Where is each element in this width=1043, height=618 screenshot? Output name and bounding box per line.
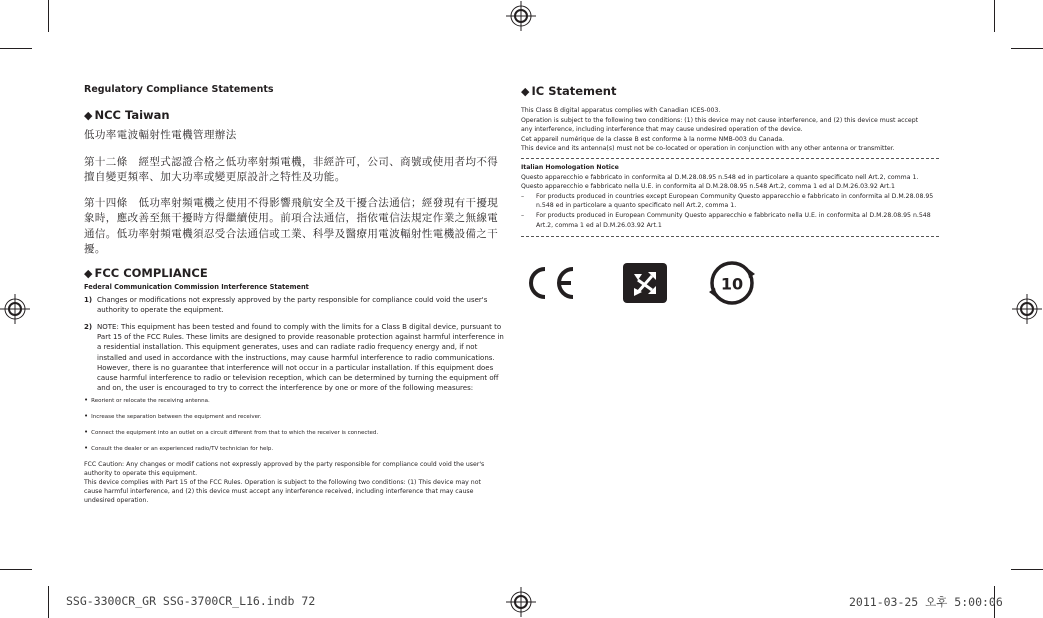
- fcc-part15: This device complies with Part 15 of the FCC Rules. Operation is subject to the following two conditions: (1) This device may not cause harmful interference, and (2) this device must accept any interference received, including interference that may cause undesired operation.: [84, 479, 481, 505]
- italian-item-text: For products produced in European Community Questo apparecchio e fabbricato nella U.E. in conformita al D.M.28.08.95 n.548 Art.2, comma 1 ed al D.M.26.03.92 Art.1: [536, 211, 931, 229]
- dashed-divider: [521, 158, 939, 159]
- crop-mark: [1011, 569, 1043, 570]
- italian-line: Questo apparecchio e fabbricato in conformita al D.M.28.08.95 n.548 ed in particolare a quanto specificato nell Art.2, comma 1.: [521, 173, 919, 181]
- bullet-dot-icon: •: [84, 428, 89, 437]
- registration-mark-icon: [506, 1, 536, 31]
- bullet-dot-icon: •: [84, 396, 89, 405]
- italian-item: [521, 211, 939, 230]
- ncc-article-14: 第十四條 低功率射頻電機之使用不得影響飛航安全及干擾合法通信；經發現有干擾現象時，應改善至無干擾時方得繼續使用。前項合法通信，指依電信法規定作業之無線電通信。低功率射頻電機須忍受合法通信或工業、科學及醫療用電波輻射性電機設備之干擾。: [84, 196, 499, 255]
- registration-mark-icon: [0, 294, 30, 324]
- fcc-item: [84, 295, 509, 315]
- fcc-item-text: NOTE: This equipment has been tested and found to comply with the limits for a Class B digital device, pursuant to Part 15 of the FCC Rules. These limits are designed to provide reasonable protection against harmful interference in a residential installation. This equipment generates, uses and can radiate radio frequency energy and, if not installed and used in accordance with the instructions, may cause harmful interference to radio communications. However, there is no guarantee that interference will not occur in a particular installation. If this equipment does cause harmful interference to radio or television reception, which can be determined by turning the equipment off and on, the user is encouraged to try to correct the interference by one or more of the following measures:: [97, 322, 504, 393]
- fcc-bullet-text: Consult the dealer or an experienced radio/TV technician for help.: [91, 446, 274, 453]
- footer-filename: SSG-3300CR_GR SSG-3700CR_L16.indb 72: [66, 594, 316, 608]
- page-title: Regulatory Compliance Statements: [84, 84, 274, 95]
- fcc-bullet-text: Connect the equipment into an outlet on a circuit different from that to which the receiver is connected.: [91, 430, 379, 437]
- diamond-bullet-icon: ◆: [521, 85, 530, 98]
- italian-heading: Italian Homologation Notice: [521, 163, 619, 171]
- fcc-heading: [84, 266, 509, 280]
- fcc-bullet: [84, 428, 509, 438]
- recycling-mark-icon: [620, 260, 670, 306]
- crop-mark: [0, 569, 32, 570]
- ic-line: Cet appareil numérique de la classe B est conforme à la norme NMB-003 du Canada.: [521, 135, 785, 143]
- fcc-bullet-text: Increase the separation between the equipment and receiver.: [91, 414, 262, 421]
- ncc-heading-text: NCC Taiwan: [94, 108, 170, 122]
- italian-item-dash: –: [521, 192, 525, 200]
- ncc-article-12: 第十二條 經型式認證合格之低功率射頻電機，非經許可，公司、商號或使用者均不得擅自變更頻率、加大功率或變更原設計之特性及功能。: [84, 155, 499, 183]
- registration-mark-icon: [506, 587, 536, 617]
- fcc-bullet-list: [84, 396, 509, 454]
- fcc-item-number: 1): [84, 295, 93, 304]
- registration-mark-icon: [1012, 294, 1042, 324]
- dashed-divider: [521, 236, 939, 237]
- fcc-heading-text: FCC COMPLIANCE: [94, 265, 208, 280]
- ic-line: This device and its antenna(s) must not be co-located or operation in conjunction with any other antenna or transmitter.: [521, 145, 895, 153]
- left-column: [84, 84, 509, 505]
- bullet-dot-icon: •: [84, 444, 89, 453]
- italian-item-dash: –: [521, 211, 525, 219]
- fcc-caution-block: [84, 460, 489, 505]
- fcc-item: [84, 322, 509, 393]
- epup-years: 10: [720, 274, 744, 294]
- italian-item-text: For products produced in countries except European Community Questo apparecchio e fabbricato in conformita al D.M.28.08.95 n.548 ed in particolare a quanto specificato nell Art.2, comma 1.: [536, 192, 934, 210]
- fcc-bullet: [84, 444, 509, 454]
- diamond-bullet-icon: ◆: [84, 109, 93, 122]
- ncc-heading: [84, 108, 509, 122]
- ic-heading: [521, 84, 939, 98]
- ic-heading-text: IC Statement: [531, 84, 617, 98]
- italian-item: [521, 192, 939, 211]
- crop-mark: [48, 0, 49, 32]
- diamond-bullet-icon: ◆: [84, 266, 93, 280]
- fcc-bullet-text: Reorient or relocate the receiving antenna.: [91, 398, 210, 405]
- footer-timestamp: 2011-03-25 오후 5:00:06: [849, 595, 1003, 609]
- fcc-bullet: [84, 412, 509, 422]
- fcc-caution: FCC Caution: Any changes or modif cations not expressly approved by the party responsible for compliance could void the user's authority to operate this equipment.: [84, 461, 485, 478]
- ce-mark-icon: [521, 264, 577, 302]
- ic-line: any interference, including interference that may cause undesired operation of the device.: [521, 126, 803, 134]
- fcc-bullet: [84, 396, 509, 406]
- ncc-subtitle: 低功率電波輻射性電機管理辦法: [84, 129, 237, 141]
- italian-line: Questo apparecchio e fabbricato nella U.E. in conformita al D.M.28.08.95 n.548 Art.2, comma 1 ed al D.M.26.03.92 Art.1: [521, 183, 895, 191]
- ic-line: This Class B digital apparatus complies with Canadian ICES-003.: [521, 107, 721, 114]
- crop-mark: [1011, 48, 1043, 49]
- crop-mark: [994, 0, 995, 32]
- bullet-dot-icon: •: [84, 412, 89, 421]
- epup-mark-icon: [707, 260, 757, 306]
- crop-mark: [0, 48, 32, 49]
- crop-mark: [48, 586, 49, 618]
- fcc-item-text: Changes or modifications not expressly approved by the party responsible for compliance could void the user's authority to operate the equipment.: [97, 295, 488, 314]
- fcc-item-number: 2): [84, 322, 93, 331]
- right-column: [521, 84, 939, 241]
- fcc-subheading: Federal Communication Commission Interference Statement: [84, 282, 309, 291]
- ic-line: Operation is subject to the following two conditions: (1) this device may not cause interference, and (2) this device must accept: [521, 116, 919, 124]
